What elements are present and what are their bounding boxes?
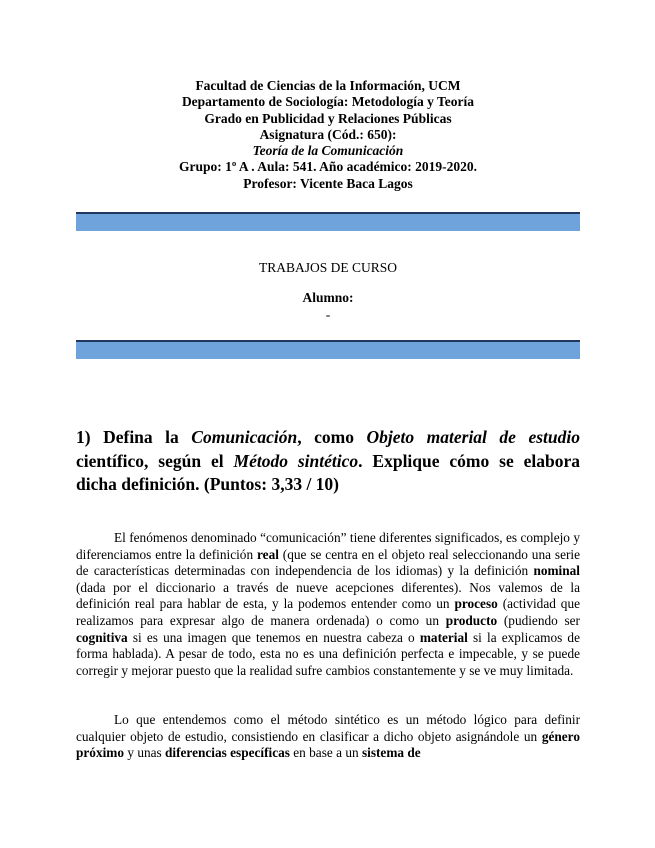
para-text: El fenómenos denominado “comunicación” tiene diferentes significados, es complejo y diferenciamos entre la definición bbox=[76, 530, 580, 562]
para-text: (dada por el diccionario a través de nueve acepciones diferentes). Nos valemos de la definición real para hablar de esta, y la podemos entender como un bbox=[76, 579, 580, 612]
para-bold-term: producto bbox=[445, 612, 498, 628]
para-bold-term: material bbox=[419, 629, 468, 645]
para-text: y unas bbox=[124, 745, 166, 761]
department-line: Departamento de Sociología: Metodología y Teoría bbox=[181, 94, 475, 110]
question-text: , como bbox=[297, 427, 367, 447]
answer-paragraph-1 bbox=[76, 530, 580, 679]
para-bold-term: nominal bbox=[533, 563, 580, 579]
section-title: TRABAJOS DE CURSO bbox=[258, 260, 398, 275]
group-line: Grupo: 1º A . Aula: 541. Año académico: 2019-2020. bbox=[178, 159, 478, 175]
para-text: si la explicamos de forma hablada). A pesar de todo, esta no es una definición perfecta e impecable, y se puede corregir y mejorar puesto que la realidad sufre cambios constantemente y se ve muy limitada. bbox=[76, 629, 580, 678]
para-bold-term: cognitiva bbox=[76, 629, 128, 645]
para-text: (que se centra en el objeto real seleccionando una serie de características determinadas con independencia de los idiomas) y la definición bbox=[76, 546, 580, 579]
para-text: en base a un bbox=[289, 745, 362, 761]
degree-line: Grado en Publicidad y Relaciones Públicas bbox=[204, 110, 452, 126]
professor-line: Profesor: Vicente Baca Lagos bbox=[243, 175, 413, 191]
para-bold-term: sistema de bbox=[361, 745, 421, 761]
student-label: Alumno: bbox=[302, 290, 354, 305]
question-term-communication: Comunicación bbox=[191, 427, 298, 447]
document-header bbox=[76, 78, 580, 192]
para-bold-term: género próximo bbox=[76, 728, 580, 761]
top-blue-band bbox=[76, 212, 580, 231]
para-bold-term: diferencias específicas bbox=[165, 745, 290, 761]
para-text: Lo que entendemos como el método sintético es un método lógico para definir cualquier objeto de estudio, consistiendo en clasificar a dicho objeto asignándole un bbox=[76, 712, 580, 744]
question-text: . Explique cómo se elabora dicha definición. (Puntos: 3,33 / 10) bbox=[76, 450, 581, 494]
para-text: (actividad que realizamos para expresar algo de manera ordenada) o como un bbox=[76, 596, 580, 628]
subject-name-line: Teoría de la Comunicación bbox=[252, 143, 404, 159]
question-term-object: Objeto material de estudio bbox=[366, 427, 580, 447]
answer-paragraph-2 bbox=[76, 712, 580, 762]
faculty-line: Facultad de Ciencias de la Información, UCM bbox=[195, 78, 461, 93]
question-text: 1) Defina la bbox=[76, 427, 192, 447]
para-bold-term: proceso bbox=[454, 596, 498, 612]
para-bold-term: real bbox=[257, 546, 279, 562]
student-value: - bbox=[325, 307, 331, 322]
para-text: si es una imagen que tenemos en nuestra cabeza o bbox=[127, 629, 420, 645]
para-text: (pudiendo ser bbox=[497, 612, 580, 628]
question-text: científico, según el bbox=[76, 450, 234, 471]
subject-code-line: Asignatura (Cód.: 650): bbox=[259, 126, 397, 142]
bottom-blue-band bbox=[76, 340, 580, 359]
question-heading bbox=[76, 426, 580, 497]
question-term-method: Método sintético bbox=[233, 450, 359, 471]
